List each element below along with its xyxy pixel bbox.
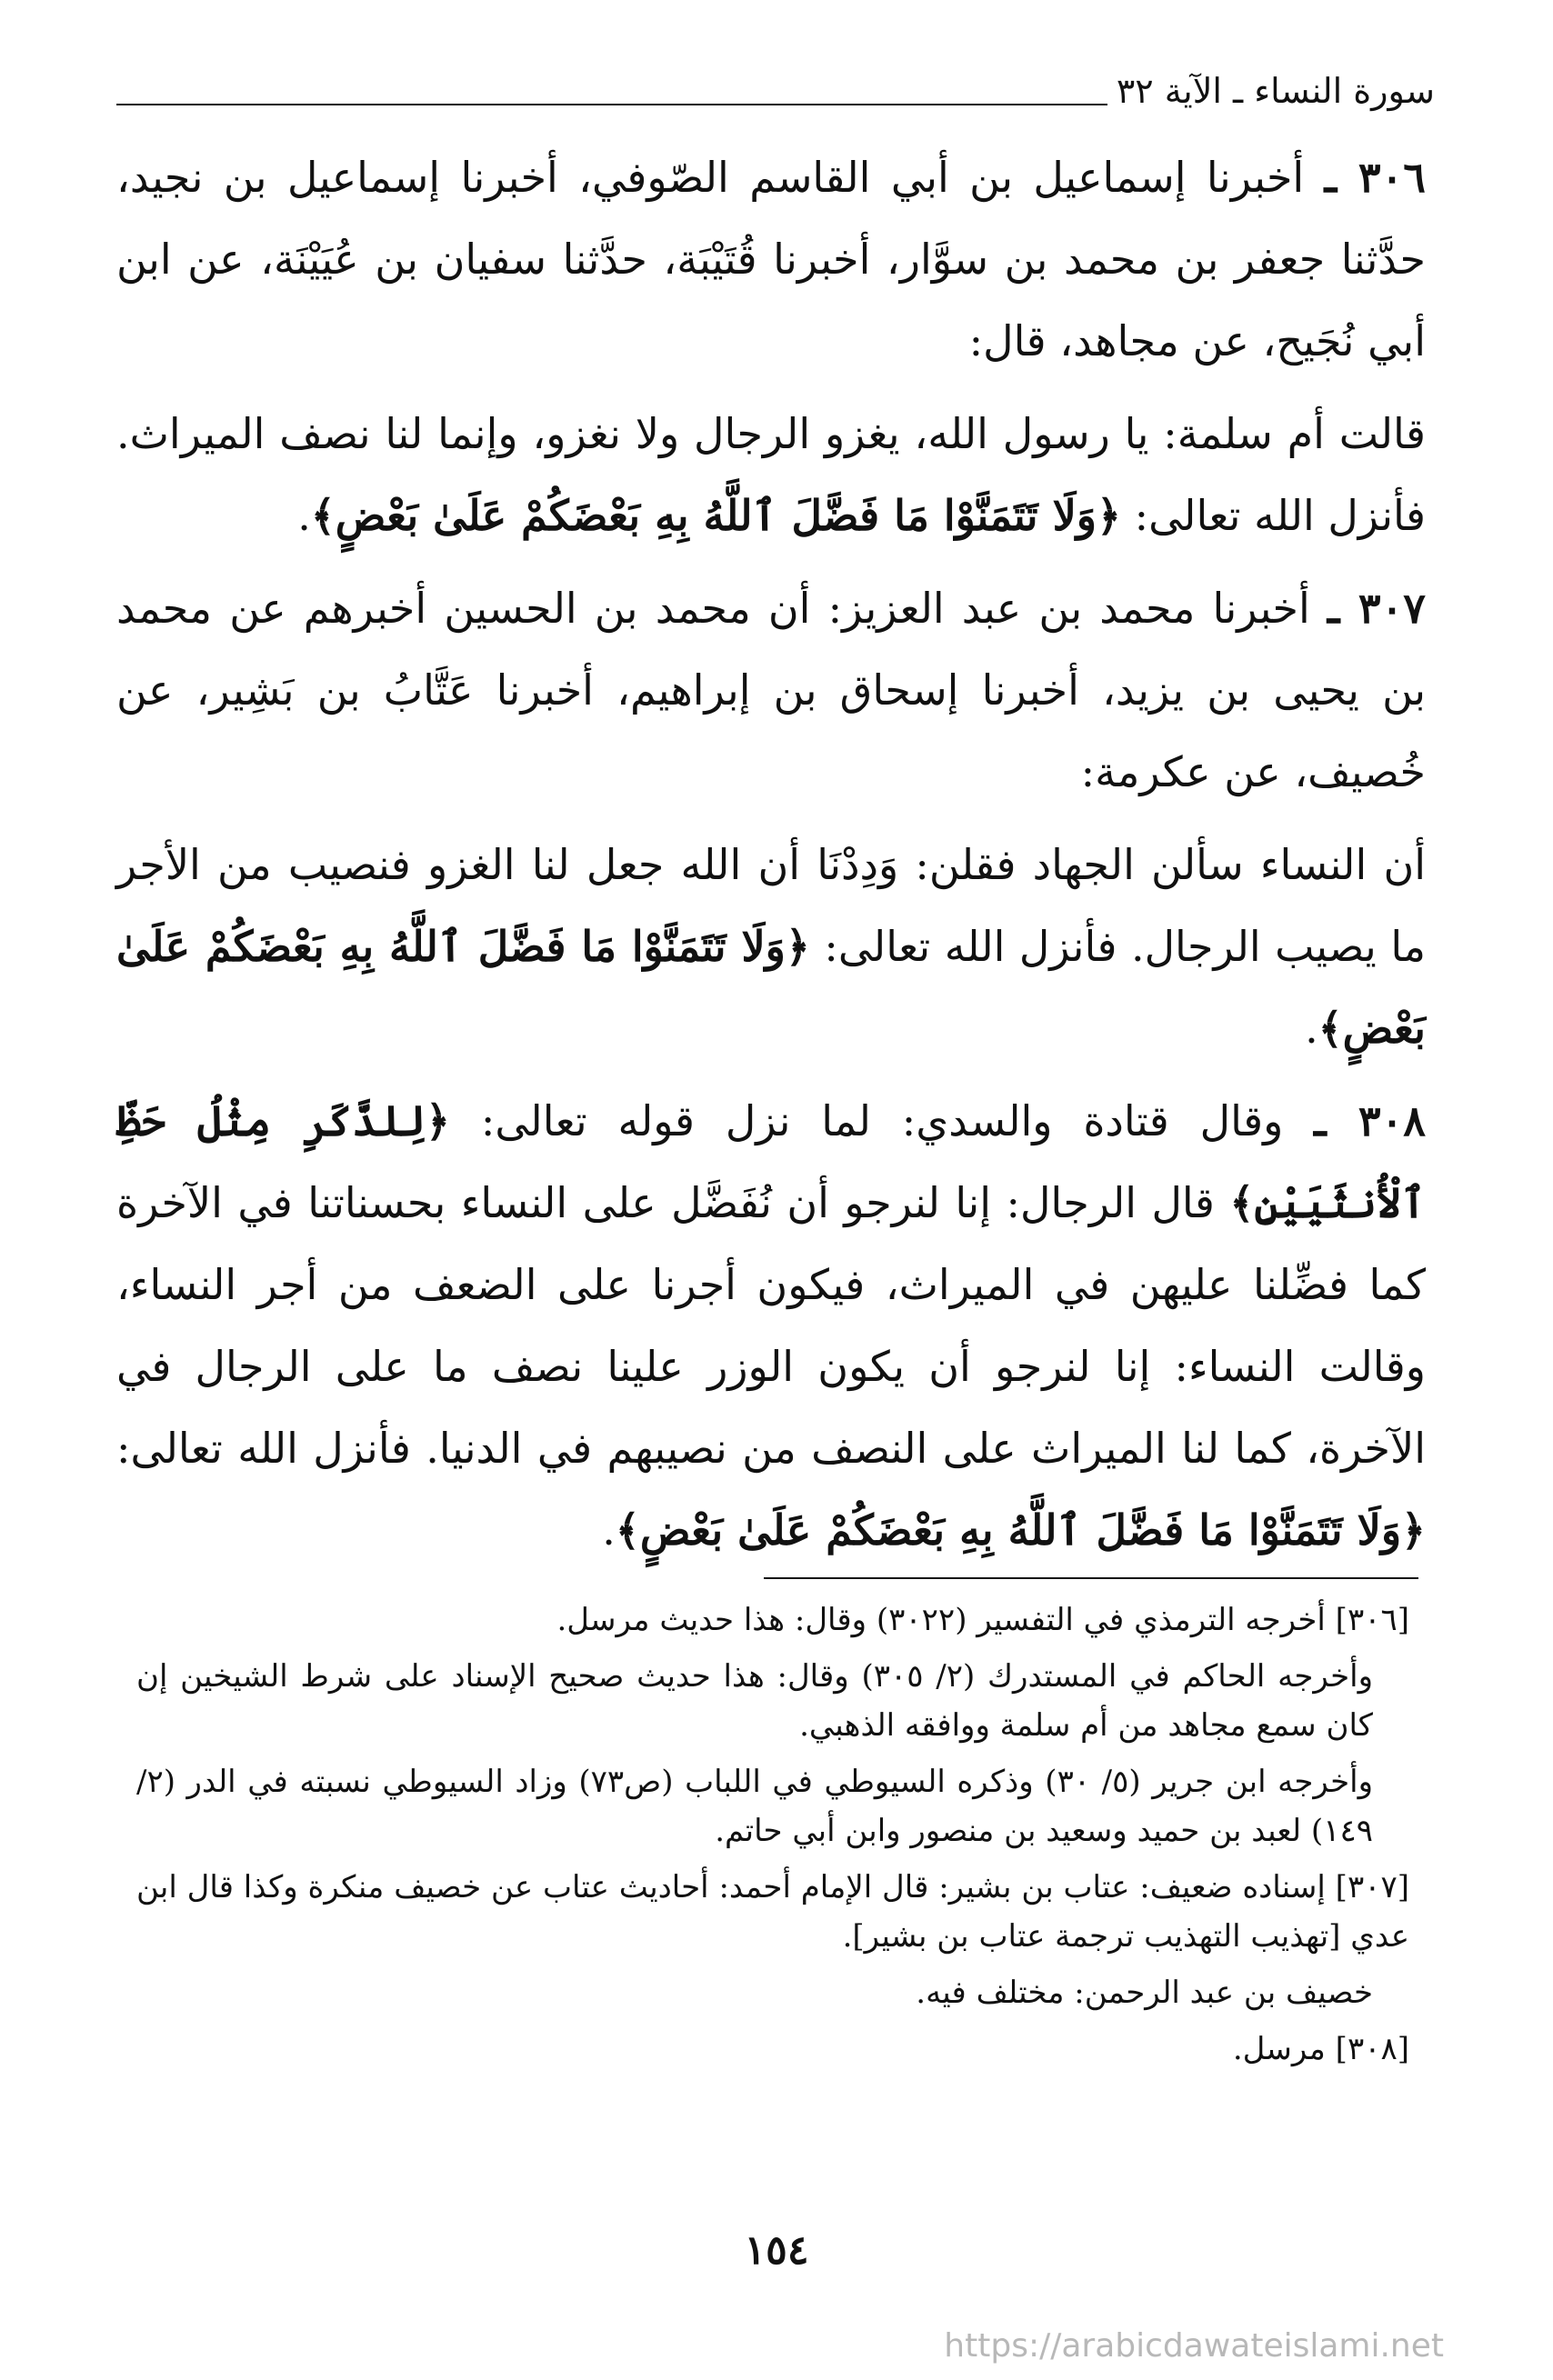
- footnote-307: [٣٠٧] إسناده ضعيف: عتاب بن بشير: قال الإمام أحمد: أحاديث عتاب عن خصيف منكرة وكذا قال ابن عدي [تهذيب التهذيب ترجمة عتاب بن بشير].: [136, 1869, 1409, 1955]
- header-title: سورة النساء ـ الآية ٣٢: [1116, 71, 1435, 111]
- quran-quote: ﴿وَلَا تَتَمَنَّوْا مَا فَضَّلَ ٱللَّهُ بِهِ بَعْضَكُمْ عَلَىٰ بَعْضٍ﴾: [310, 491, 1121, 540]
- hadith-text: قال الرجال: إنا لنرجو أن نُفَضَّل على النساء بحسناتنا في الآخرة كما فضِّلنا عليهن في الميراث، فيكون أجرنا على الضعف من أجر النساء، وقالت النساء: إنا لنرجو أن يكون الوزر علينا نصف ما على الرجال في الآخرة، كما لنا الميراث على النصف من نصيبهم في الدنيا. فأنزل الله تعالى:: [116, 1178, 1426, 1473]
- hadith-number: ٣٠٨ ـ: [1314, 1096, 1427, 1145]
- footnote-306: [٣٠٦] أخرجه الترمذي في التفسير (٣٠٢٢) وقال: هذا حديث مرسل.: [556, 1602, 1409, 1638]
- header-rule: [116, 104, 1107, 105]
- hadith-306-isnad: [116, 136, 1426, 382]
- footnote-307-khusaif: خصيف بن عبد الرحمن: مختلف فيه.: [916, 1975, 1373, 2011]
- running-header: [116, 64, 1435, 118]
- footnote-306-hakim: وأخرجه الحاكم في المستدرك (٢/ ٣٠٥) وقال: هذا حديث صحيح الإسناد على شرط الشيخين إن كان سمع مجاهد من أم سلمة ووافقه الذهبي.: [136, 1658, 1374, 1744]
- hadith-307-text: [116, 824, 1426, 1069]
- footnote-rule: [764, 1577, 1418, 1579]
- hadith-number: ٣٠٦ ـ: [1324, 153, 1427, 202]
- quran-quote: ﴿وَلَا تَتَمَنَّوْا مَا فَضَّلَ ٱللَّهُ بِهِ بَعْضَكُمْ عَلَىٰ بَعْضٍ﴾: [116, 922, 1426, 1053]
- quran-quote: ﴿لِلذَّكَرِ مِثْلُ حَظِّ ٱلْأُنثَيَيْنِ﴾: [116, 1096, 1427, 1227]
- hadith-isnad: أخبرنا محمد بن عبد العزيز: أن محمد بن الحسين أخبرهم عن محمد بن يحيى بن يزيد، أخبرنا إسحاق بن إبراهيم، أخبرنا عَتَّابُ بن بَشِير، عن خُصيف، عن عكرمة:: [116, 584, 1426, 796]
- period: .: [602, 1505, 616, 1555]
- footnote-308: [٣٠٨] مرسل.: [1232, 2031, 1409, 2067]
- hadith-text: وقال قتادة والسدي: لما نزل قوله تعالى:: [480, 1096, 1284, 1145]
- quran-quote: ﴿وَلَا تَتَمَنَّوْا مَا فَضَّلَ ٱللَّهُ بِهِ بَعْضَكُمْ عَلَىٰ بَعْضٍ﴾: [615, 1505, 1426, 1555]
- page-number: ١٥٤: [744, 2227, 809, 2274]
- hadith-306-text: [116, 393, 1426, 556]
- period: .: [297, 491, 311, 540]
- hadith-text: قالت أم سلمة: يا رسول الله، يغزو الرجال ولا نغزو، وإنما لنا نصف الميراث. فأنزل الله تعالى:: [116, 409, 1426, 540]
- main-text: [116, 136, 1426, 1582]
- hadith-308: [116, 1080, 1426, 1571]
- hadith-isnad: أخبرنا إسماعيل بن أبي القاسم الصّوفي، أخبرنا إسماعيل بن نجيد، حدَّثنا جعفر بن محمد بن سوَّار، أخبرنا قُتَيْبَة، حدَّثنا سفيان بن عُيَيْنَة، عن ابن أبي نُجَيح، عن مجاهد، قال:: [116, 153, 1426, 365]
- watermark: https://arabicdawateislami.net: [944, 2327, 1444, 2365]
- footnote-306-jarir: وأخرجه ابن جرير (٥/ ٣٠) وذكره السيوطي في اللباب (ص٧٣) وزاد السيوطي نسبته في الدر (٢/ ١٤٩) لعبد بن حميد وسعيد بن منصور وابن أبي حاتم.: [136, 1764, 1373, 1849]
- period: .: [1305, 1004, 1318, 1053]
- hadith-number: ٣٠٧ ـ: [1327, 584, 1426, 633]
- hadith-text: أن النساء سألن الجهاد فقلن: وَدِدْنَا أن الله جعل لنا الغزو فنصيب من الأجر ما يصيب الرجال. فأنزل الله تعالى:: [116, 840, 1426, 971]
- hadith-307-isnad: [116, 567, 1426, 813]
- footnotes: [136, 1595, 1409, 2081]
